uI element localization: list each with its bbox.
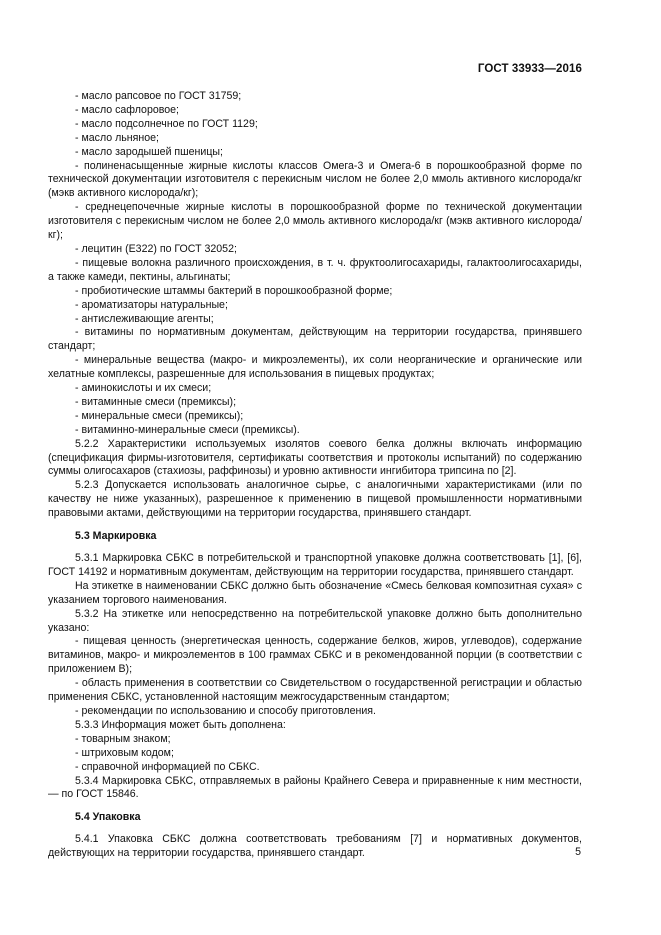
list-item: - масло рапсовое по ГОСТ 31759; <box>75 90 242 102</box>
paragraph-5-3-1: 5.3.1 Маркировка СБКС в потребительской и транспортной упаковке должна соответствовать [1], [6], ГОСТ 14192 и нормативным документам, действующим на территории государства, принявшего стандарт. <box>48 552 582 578</box>
paragraph-5-2-2: 5.2.2 Характеристики используемых изолятов соевого белка должны включать информацию (спецификация фирмы-изготовителя, сертификаты соответствия и протоколы испытаний) по содержанию суммы олигосахаров (стахиозы, раффинозы) и уровню активности ингибитора трипсина по [2]. <box>48 437 582 478</box>
list-item: - область применения в соответствии со Свидетельством о государственной регистрации и областью применения СБКС, установленной настоящим межгосударственным стандартом; <box>48 677 582 704</box>
list-item: - справочной информацией по СБКС. <box>75 760 260 773</box>
section-heading-5-4: 5.4 Упаковка <box>75 811 141 824</box>
list-item: - полиненасыщенные жирные кислоты классов Омега-3 и Омега-6 в порошкообразной форме по технической документации изготовителя с перекисным числом не более 2,0 ммоль активного кислорода/кг (мэкв активного кислорода/кг); <box>48 159 582 200</box>
section-5-2-list <box>48 90 582 438</box>
list-item: - масло подсолнечное по ГОСТ 1129; <box>75 117 258 130</box>
list-item: - витамины по нормативным документам, действующим на территории государства, принявшего стандарт; <box>48 326 582 353</box>
list-item: - витаминные смеси (премиксы); <box>75 395 237 408</box>
paragraph-5-3-1-label: На этикетке в наименовании СБКС должно быть обозначение «Смесь белковая композитная сухая» с указанием торгового наименования. <box>48 579 582 606</box>
list-item: - минеральные вещества (макро- и микроэлементы), их соли неорганические и органические или хелатные комплексы, разрешенные для использования в пищевых продуктах; <box>48 354 582 381</box>
document-body <box>48 90 582 861</box>
paragraph-5-2-3: 5.2.3 Допускается использовать аналогичное сырье, с аналогичными характеристиками (или по качеству не ниже указанных), разрешенное к применению в пищевой промышленности нормативными правовыми актами, действующими на территории государства, принявшего стандарт. <box>48 479 582 520</box>
list-item: - ароматизаторы натуральные; <box>75 298 228 311</box>
list-item: - масло сафлоровое; <box>75 103 179 116</box>
page-number: 5 <box>575 846 581 858</box>
list-item: - антислеживающие агенты; <box>75 312 214 325</box>
list-item: - штриховым кодом; <box>75 746 174 759</box>
list-item: - пищевые волокна различного происхождения, в т. ч. фруктоолигосахариды, галактоолигосахариды, а также камеди, пектины, альгинаты; <box>48 256 582 283</box>
document-id-header: ГОСТ 33933—2016 <box>477 63 582 75</box>
list-item: - товарным знаком; <box>75 732 171 745</box>
list-item: - масло зародышей пшеницы; <box>75 145 223 158</box>
list-item: - пищевая ценность (энергетическая ценность, содержание белков, жиров, углеводов), содержание витаминов, макро- и микроэлементов в 100 граммах СБКС и в рекомендованной порции (в соответствии с приложением В); <box>48 635 582 676</box>
list-item: - лецитин (Е322) по ГОСТ 32052; <box>75 242 237 255</box>
section-heading-5-3: 5.3 Маркировка <box>75 530 157 543</box>
list-item: - рекомендации по использованию и способу приготовления. <box>75 704 376 717</box>
paragraph-5-3-4: 5.3.4 Маркировка СБКС, отправляемых в районы Крайнего Севера и приравненные к ним местности, — по ГОСТ 15846. <box>48 774 582 801</box>
list-item: - витаминно-минеральные смеси (премиксы). <box>75 423 300 436</box>
list-item: - среднецепочечные жирные кислоты в порошкообразной форме по технической документации изготовителя с перекисным числом не более 2,0 ммоль активного кислорода/кг (мэкв активного кислорода/кг); <box>48 201 582 242</box>
paragraph-5-3-2: 5.3.2 На этикетке или непосредственно на потребительской упаковке должно быть дополнительно указано: <box>48 607 582 634</box>
list-item: - пробиотические штаммы бактерий в порошкообразной форме; <box>75 284 393 297</box>
list-item: - масло льняное; <box>75 131 159 144</box>
list-item: - минеральные смеси (премиксы); <box>75 409 244 422</box>
paragraph-5-4-1: 5.4.1 Упаковка СБКС должна соответствовать требованиям [7] и нормативных документов, действующих на территории государства, принявшего стандарт. <box>48 833 582 860</box>
list-item: - аминокислоты и их смеси; <box>75 382 212 395</box>
paragraph-5-3-3: 5.3.3 Информация может быть дополнена: <box>75 718 286 731</box>
